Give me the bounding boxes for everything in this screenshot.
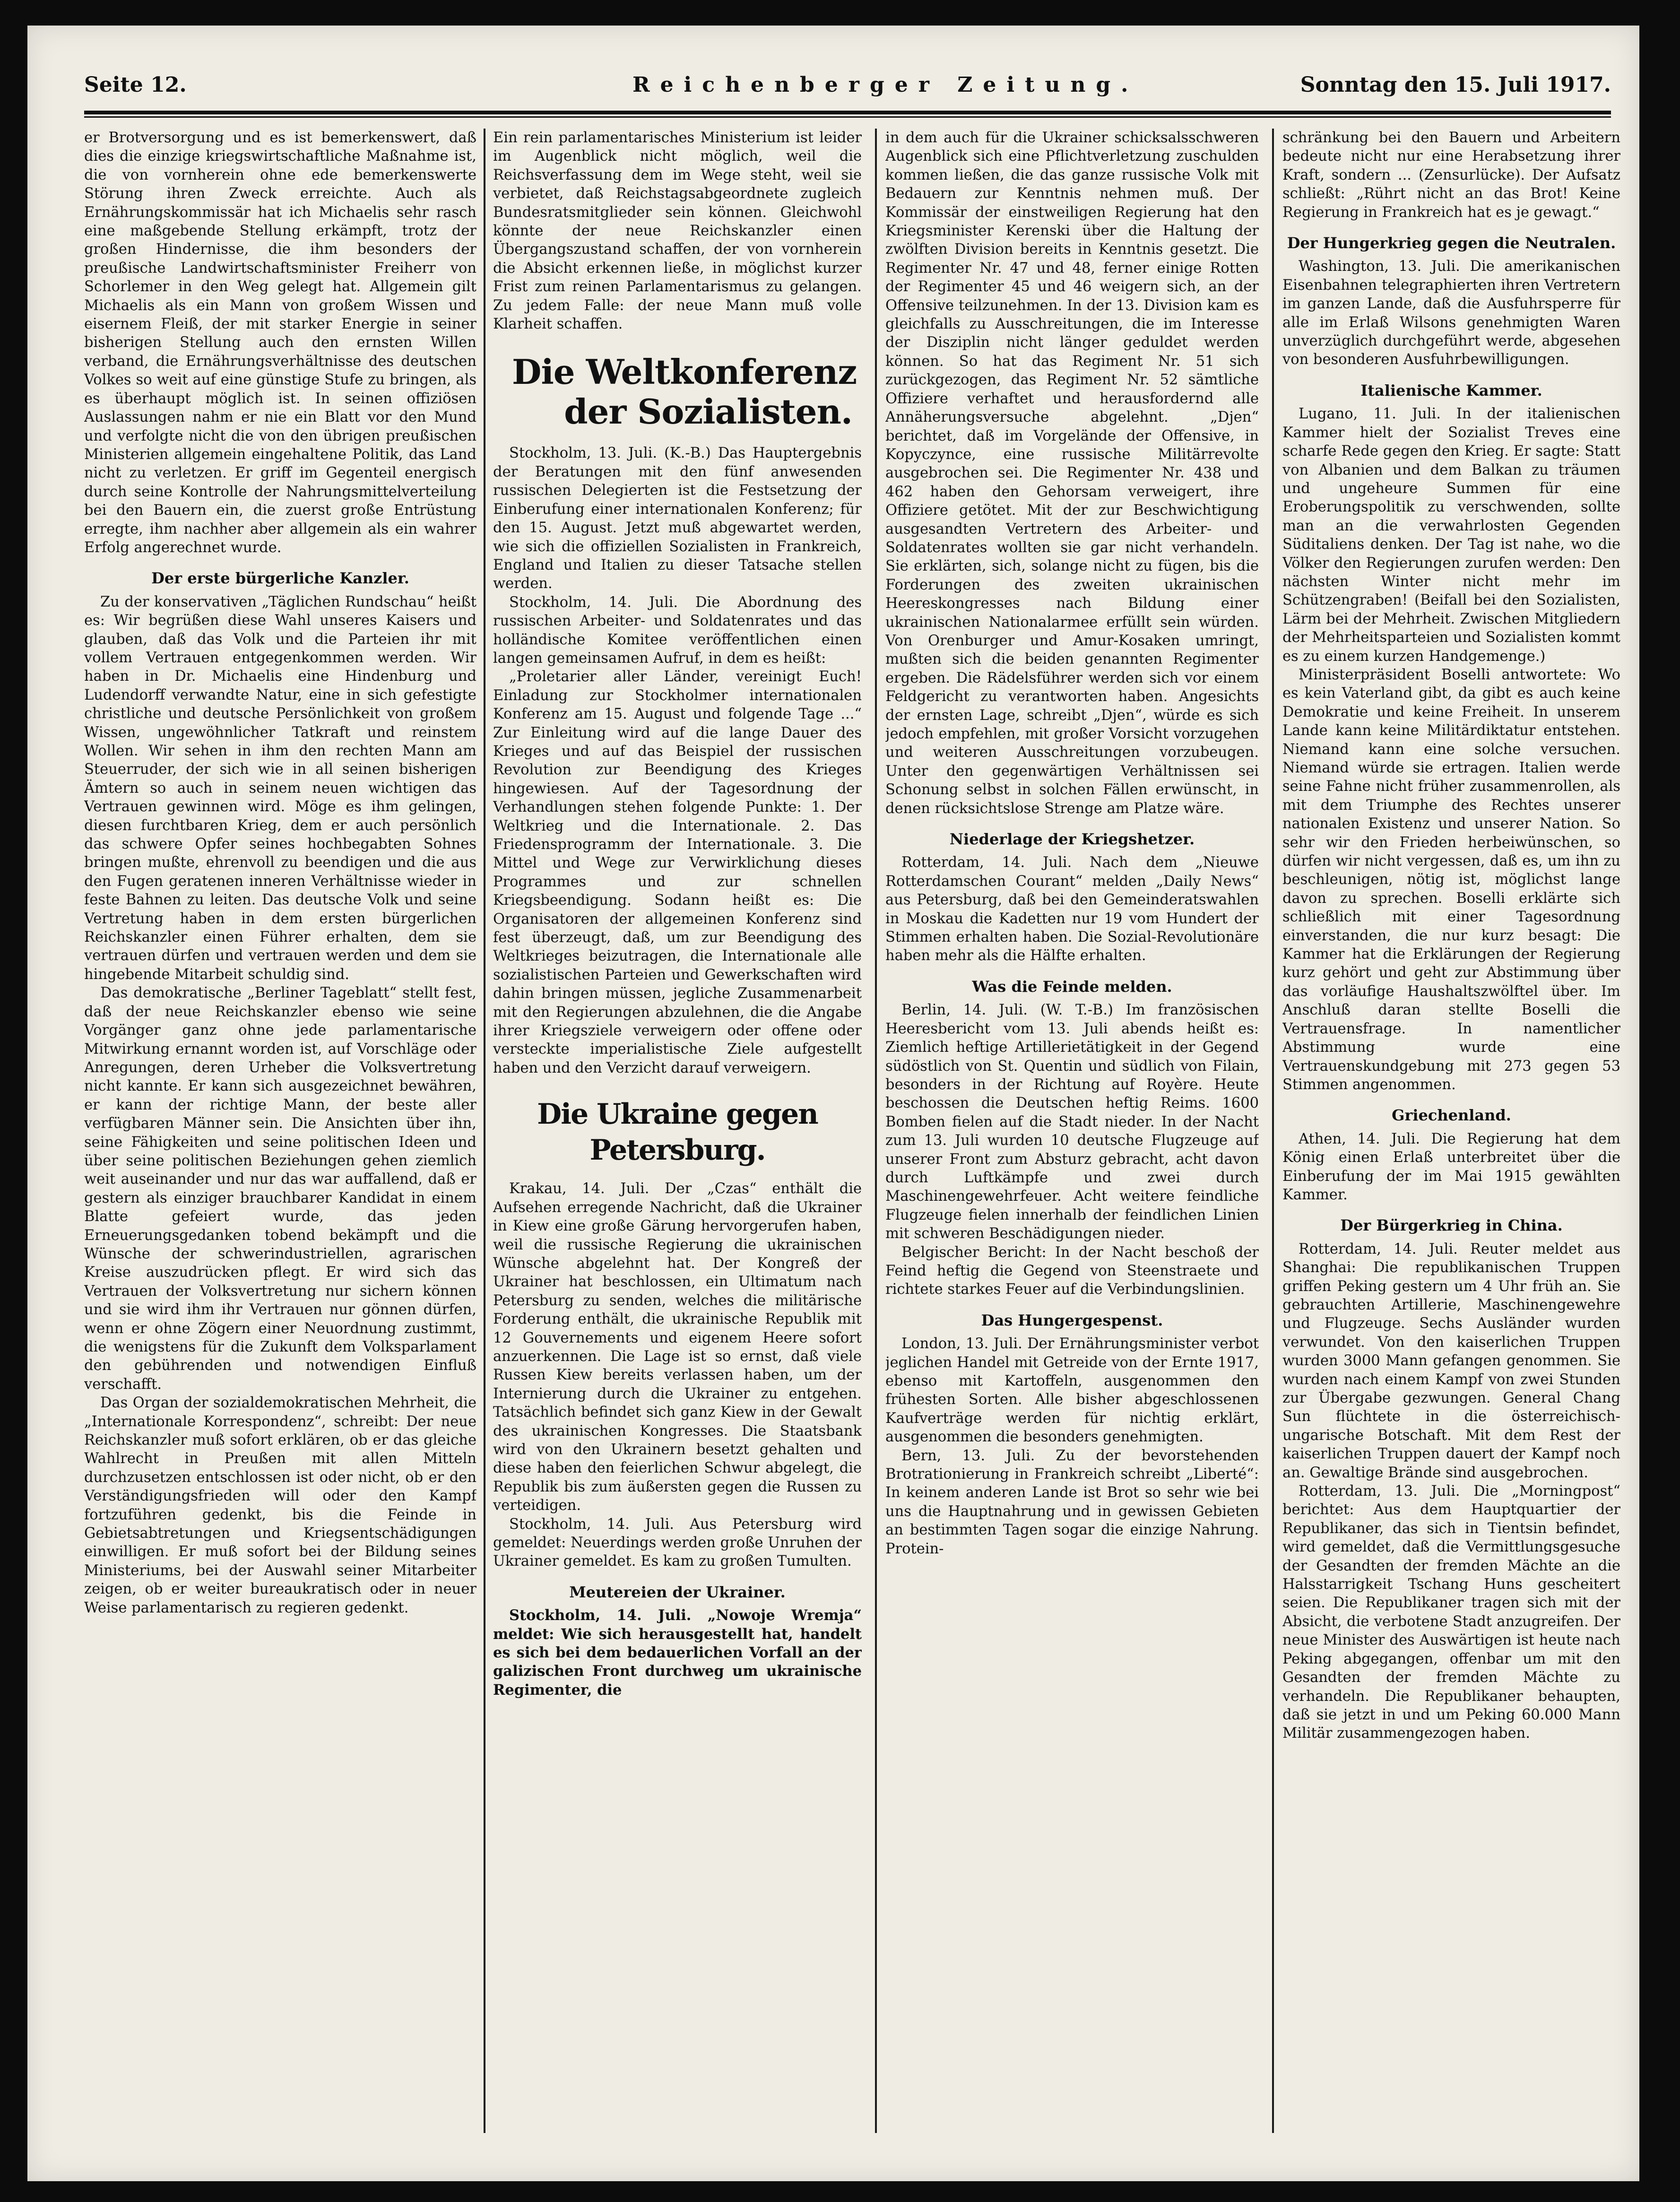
column-4 <box>1282 129 1620 2142</box>
article-paragraph: er Brotversorgung und es ist bemerkenswert, daß dies die einzige kriegswirtschaftliche Maßnahme ist, die von vornherein ohne ede bemerkenswerte Störung ihren Zweck erreichte. Auch als Ernährungskommissär hat ich Michaelis sehr rasch eine maßgebende Stellung erkämpft, trotz der großen Hindernisse, die ihm besonders der preußische Landwirtschaftsminister Freiherr von Schorlemer in den Weg gelegt hat. Allgemein gilt Michaelis als ein Mann von großem Wissen und eisernem Fleiß, der mit starker Energie in seiner bisherigen Stellung auch den ernsten Willen verband, die Ernährungsverhältnisse des deutschen Volkes so weit auf eine günstige Stufe zu bringen, als es überhaupt möglich ist. In seinen offiziösen Auslassungen nahm er nie ein Blatt vor den Mund und verfolgte nicht die von den übrigen preußischen Ministerien allgemein eingehaltene Politik, das Land nicht zu verletzen. Er griff im Gegenteil energisch durch seine Kontrolle der Nahrungsmittelverteilung bei den Bauern ein, die zuerst große Entrüstung erregte, ihm nachher aber allgemein als ein wahrer Erfolg angerechnet wurde. <box>84 130 476 556</box>
newspaper-title: Reichenberger Zeitung. <box>632 73 1139 97</box>
article-paragraph: Das Organ der sozialdemokratischen Mehrheit, die „Internationale Korrespondenz“, schreibt: Der neue Reichskanzler muß sofort erklären, ob er das gleiche Wahlrecht in Preußen mit allen Mitteln durchzusetzen entschlossen ist oder nicht, ob er den Verständigungsfrieden will oder den Kampf fortzuführen gedenkt, bis die Feinde in Gebietsabtretungen und Kriegsentschädigungen einwilligen. Er muß sofort bei der Bildung seines Ministeriums, bei der Auswahl seiner Mitarbeiter zeigen, ob er weiter bureaukratisch oder in neuer Weise parlamentarisch zu regieren gedenkt. <box>84 1395 476 1616</box>
section-heading: Meutereien der Ukrainer. <box>569 1583 786 1601</box>
header-rule <box>84 111 1611 114</box>
article-paragraph: Bern, 13. Juli. Zu der bevorstehenden Brotrationierung in Frankreich schreibt „Liberté“: In keinem anderen Lande ist Brot so sehr wie bei uns die Hauptnahrung und in gewissen Gebieten an bestimmten Tagen sogar die einzige Nahrung. Protein- <box>885 1447 1259 1557</box>
page-number: Seite 12. <box>84 73 187 97</box>
article-paragraph: London, 13. Juli. Der Ernährungsminister verbot jeglichen Handel mit Getreide von der Ernte 1917, ebenso mit Kartoffeln, ausgenommen den frühesten Sorten. Alle bisher abgeschlossenen Kaufverträge werden für nichtig erklärt, ausgenommen die besonders genehmigten. <box>885 1335 1259 1446</box>
headline-ukraine: Die Ukraine gegen Petersburg. <box>537 1098 818 1167</box>
section-heading: Der Hungerkrieg gegen die Neutralen. <box>1287 234 1616 252</box>
section-heading: Italienische Kammer. <box>1360 381 1542 399</box>
article-paragraph: Stockholm, 13. Juli. (K.-B.) Das Hauptergebnis der Beratungen mit den fünf anwesenden russischen Delegierten ist die Festsetzung der Einberufung einer internationalen Konferenz; für den 15. August. Jetzt muß abgewartet werden, wie sich die offiziellen Sozialisten in Frankreich, England und Italien zu dieser Tatsache stellen werden. <box>493 445 862 592</box>
article-paragraph: Stockholm, 14. Juli. „Nowoje Wremja“ meldet: Wie sich herausgestellt hat, handelt es sich bei dem bedauerlichen Vorfall an der galizischen Front durchweg um ukrainische Regimenter, die <box>493 1607 862 1699</box>
column-divider <box>1272 129 1274 2133</box>
section-heading: Das Hungergespenst. <box>981 1311 1163 1329</box>
article-paragraph: Das demokratische „Berliner Tageblatt“ stellt fest, daß der neue Reichskanzler ebenso wie seine Vorgänger ganz ohne jede parlamentarische Mitwirkung ernannt worden ist, auf Vorschläge oder Anregungen, deren Urheber die Volksvertretung nicht kannte. Er kann sich ausgezeichnet bewähren, er kann der richtige Mann, der beste aller verfügbaren Männer sein. Die Ansichten über ihn, seine Fähigkeiten und seine politischen Ideen und über seine politischen Beziehungen gehen ziemlich weit auseinander und nur das war auffallend, daß er gestern als einziger brauchbarer Kandidat in einem Blatte gefeiert wurde, das jeden Erneuerungsgedanken tobend bekämpft und die Wünsche der schwerindustriellen, agrarischen Kreise auszudrücken pflegt. Er wird sich das Vertrauen der Volksvertretung nur sichern können und sie wird ihm ihr Vertrauen nur gönnen dürfen, wenn er ohne Zögern einer Neuordnung zustimmt, die wenigstens für die Zukunft dem Volksparlament den gebührenden und notwendigen Einfluß verschafft. <box>84 985 476 1393</box>
article-paragraph: „Proletarier aller Länder, vereinigt Euch! Einladung zur Stockholmer internationalen Konferenz am 15. August und folgende Tage ...“ Zur Einleitung wird auf die lange Dauer des Krieges und auf das Beispiel der russischen Revolution zur Beendigung des Krieges hingewiesen. Auf der Tagesordnung der Verhandlungen stehen folgende Punkte: 1. Der Weltkrieg und die Internationale. 2. Das Friedensprogramm der Internationale. 3. Die Mittel und Wege zur Verwirklichung dieses Programmes und zur schnellen Kriegsbeendigung. Sodann heißt es: Die Organisatoren der allgemeinen Konferenz sind fest überzeugt, daß, um zur Beendigung des Weltkrieges beizutragen, die Internationale alle sozialistischen Parteien und Gewerkschaften wird dahin bringen müssen, jegliche Zusammenarbeit mit den Regierungen abzulehnen, die die Angabe ihrer Kriegsziele verweigern oder offene oder versteckte imperialistische Ziele aufgestellt haben und den Verzicht darauf verweigern. <box>493 668 862 1076</box>
section-heading: Was die Feinde melden. <box>972 977 1172 996</box>
article-paragraph: Berlin, 14. Juli. (W. T.-B.) Im französischen Heeresbericht vom 13. Juli abends heißt es: Ziemlich heftige Artillerietätigkeit in der Gegend südöstlich von St. Quentin und südlich von Filain, besonders in der Richtung auf Royère. Heute beschossen die Deutschen heftig Reims. 1600 Bomben fielen auf die Stadt nieder. In der Nacht zum 13. Juli wurden 10 deutsche Flugzeuge auf unserer Front zum Absturz gebracht, acht davon durch Luftkämpfe und zwei durch Maschinengewehrfeuer. Acht weitere feindliche Flugzeuge fielen innerhalb der feindlichen Linien mit schweren Beschädigungen nieder. <box>885 1002 1259 1242</box>
article-paragraph: Krakau, 14. Juli. Der „Czas“ enthält die Aufsehen erregende Nachricht, daß die Ukrainer in Kiew eine große Gärung hervorgerufen haben, weil die russische Regierung die ukrainischen Wünsche abgelehnt hat. Der Kongreß der Ukrainer hat beschlossen, ein Ultimatum nach Petersburg zu senden, welches die militärische Forderung enthält, die ukrainische Republik mit 12 Gouvernements und eigenem Heere sofort anzuerkennen. Die Lage ist so ernst, daß viele Russen Kiew bereits verlassen haben, um der Internierung durch die Ukrainer zu entgehen. Tatsächlich befindet sich ganz Kiew in der Gewalt des ukrainischen Kongresses. Die Staatsbank wird von den Ukrainern besetzt gehalten und diese haben den feierlichen Schwur abgelegt, die Republik bis zum äußersten gegen die Russen zu verteidigen. <box>493 1180 862 1514</box>
article-paragraph: Stockholm, 14. Juli. Die Abordnung des russischen Arbeiter- und Soldatenrates und das holländische Komitee veröffentlichen einen langen gemeinsamen Aufruf, in dem es heißt: <box>493 594 862 667</box>
newspaper-page <box>27 26 1639 2181</box>
article-paragraph: Ein rein parlamentarisches Ministerium ist leider im Augenblick nicht möglich, weil die Reichsverfassung dem im Wege steht, weil sie verbietet, daß Reichstagsabgeordnete zugleich Bundesratsmitglieder sein können. Gleichwohl könnte der neue Reichskanzler einen Übergangszustand schaffen, der von vornherein die Absicht erkennen ließe, in möglichst kurzer Frist zum reinen Parlamentarismus zu gelangen. Zu jedem Falle: der neue Mann muß volle Klarheit schaffen. <box>493 130 862 333</box>
page-header <box>84 73 1611 120</box>
article-paragraph: Lugano, 11. Juli. In der italienischen Kammer hielt der Sozialist Treves eine scharfe Rede gegen den Krieg. Er sagte: Statt von Albanien und dem Balkan zu träumen und ungeheure Summen für eine Eroberungspolitik zu verschwenden, sollte man an die verwahrlosten Gegenden Süditaliens denken. Der Tag ist nahe, wo die Völker den Regierungen zurufen werden: Den nächsten Winter nicht mehr im Schützengraben! (Beifall bei den Sozialisten, Lärm bei der Mehrheit. Zwischen Mitgliedern der Mehrheitsparteien und Sozialisten kommt es zu einem kurzen Handgemenge.) <box>1282 406 1620 665</box>
article-paragraph: Rotterdam, 14. Juli. Nach dem „Nieuwe Rotterdamschen Courant“ melden „Daily News“ aus Petersburg, daß bei den Gemeinderatswahlen in Moskau die Kadetten nur 19 vom Hundert der Stimmen erhalten haben. Die Sozial-Revolutionäre haben mehr als die Hälfte erhalten. <box>885 854 1259 964</box>
header-rule-thin <box>84 116 1611 118</box>
column-2 <box>493 129 862 2142</box>
article-paragraph: Stockholm, 14. Juli. Aus Petersburg wird gemeldet: Neuerdings werden große Unruhen der Ukrainer gemeldet. Es kam zu großen Tumulten. <box>493 1516 862 1570</box>
article-paragraph: schränkung bei den Bauern und Arbeitern bedeute nicht nur eine Herabsetzung ihrer Kraft, sondern ... (Zensurlücke). Der Aufsatz schließt: „Rührt nicht an das Brot! Keine Regierung in Frankreich hat es je gewagt.“ <box>1282 130 1620 221</box>
article-paragraph: Rotterdam, 14. Juli. Reuter meldet aus Shanghai: Die republikanischen Truppen griffen Peking gestern um 4 Uhr früh an. Sie gebrauchten Artillerie, Maschinengewehre und Flugzeuge. Sechs Ausländer wurden verwundet. Von den kaiserlichen Truppen wurden 3000 Mann gefangen genommen. Sie wurden nach einem Kampf von zwei Stunden zur Übergabe gezwungen. General Chang Sun flüchtete in die österreichisch-ungarische Botschaft. Mit dem Rest der kaiserlichen Truppen dauert der Kampf noch an. Gewaltige Brände sind ausgebrochen. <box>1282 1240 1620 1481</box>
article-paragraph: Zu der konservativen „Täglichen Rundschau“ heißt es: Wir begrüßen diese Wahl unseres Kaisers und glauben, daß das Volk und die Parteien ihr mit vollem Vertrauen entgegenkommen werden. Wir haben in Dr. Michaelis eine Hindenburg und Ludendorff verwandte Natur, eine in sich gefestigte christliche und deutsche Persönlichkeit von großem Wissen, ungewöhnlicher Tatkraft und reinstem Wollen. Wir sehen in ihm den rechten Mann am Steuerruder, der sich wie in all seinen bisherigen Ämtern so auch in seinem neuen wichtigen das Vertrauen gewinnen wird. Möge es ihm gelingen, diesen furchtbaren Krieg, dem er auch persönlich das schwere Opfer seines hochbegabten Sohnes bringen mußte, ehrenvoll zu beendigen und die aus den Fugen geratenen inneren Verhältnisse wieder in feste Bahnen zu leiten. Das deutsche Volk und seine Vertretung haben in dem ersten bürgerlichen Reichskanzler einen Führer erhalten, dem sie vertrauen dürfen und vertrauen werden und dem sie hingebende Mitarbeit schuldig sind. <box>84 593 476 983</box>
headline-weltkonferenz <box>493 352 862 432</box>
article-paragraph: Washington, 13. Juli. Die amerikanischen Eisenbahnen telegraphierten ihren Vertretern im ganzen Lande, daß die Ausfuhrsperre für alle im Erlaß Wilsons genehmigten Waren unverzüglich durchgeführt werde, abgesehen von besonderen Ausfuhrbewilligungen. <box>1282 258 1620 368</box>
article-paragraph: Belgischer Bericht: In der Nacht beschoß der Feind heftig die Gegend von Steenstraete und richtete starkes Feuer auf die Verbindungslinien. <box>885 1244 1259 1298</box>
article-paragraph: in dem auch für die Ukrainer schicksalsschweren Augenblick sich eine Pflichtverletzung zuschulden kommen ließen, die das ganze russische Volk mit Bedauern zur Kenntnis nehmen muß. Der Kommissär der einstweiligen Regierung hat den Kriegsminister Kerenski über die Haltung der zwölften Division bereits in Kenntnis gesetzt. Die Regimenter Nr. 47 und 48, ferner einige Rotten der Regimenter 45 und 46 weigern sich, an der Offensive teilzunehmen. In der 13. Division kam es gleichfalls zu Ausschreitungen, die im Interesse der Disziplin nicht länger geduldet werden können. So hat das Regiment Nr. 51 sich zurückgezogen, das Regiment Nr. 52 sämtliche Offiziere verhaftet und herausfordernd alle Annäherungsversuche abgelehnt. „Djen“ berichtet, daß im Vorgelände der Offensive, in Kopyczynce, eine russische Militärrevolte ausgebrochen sei. Die Regimenter Nr. 438 und 462 haben den Gehorsam verweigert, ihre Offiziere getötet. Mit der zur Beschwichtigung ausgesandten Vertretern des Arbeiter- und Soldatenrates wollten sie gar nicht verhandeln. Sie erklärten, sich, solange nicht zu fügen, bis die Forderungen des zweiten ukrainischen Heereskongresses nach Bildung einer ukrainischen Nationalarmee erfüllt sein würden. Von Orenburger und Amur-Kosaken umringt, mußten sich die beiden genannten Regimenter ergeben. Die Rädelsführer werden sich vor einem Feldgericht zu verantworten haben. Angesichts der ernsten Lage, schreibt „Djen“, würde es sich jedoch empfehlen, mit großer Vorsicht vorzugehen und weiteren Ausschreitungen vorzubeugen. Unter den gegenwärtigen Verhältnissen sei Schonung selbst in solchen Fällen erwünscht, in denen rücksichtslose Strenge am Platze wäre. <box>885 130 1259 817</box>
column-divider <box>484 129 485 2133</box>
article-paragraph: Rotterdam, 13. Juli. Die „Morningpost“ berichtet: Aus dem Hauptquartier der Republikaner, das sich in Tientsin befindet, wird gemeldet, daß die Vermittlungsgesuche der Gesandten der fremden Mächte an die Halsstarrigkeit Tschang Huns gescheitert seien. Die Republikaner tragen sich mit der Absicht, die verbotene Stadt anzugreifen. Der neue Minister des Auswärtigen ist heute nach Peking abgegangen, offenbar um mit den Gesandten der fremden Mächte zu verhandeln. Die Republikaner behaupten, daß sie jetzt in und um Peking 60.000 Mann Militär zusammengezogen haben. <box>1282 1483 1620 1742</box>
section-heading: Der erste bürgerliche Kanzler. <box>151 569 409 588</box>
article-paragraph: Athen, 14. Juli. Die Regierung hat dem König einen Erlaß unterbreitet über die Einberufung der im Mai 1915 gewählten Kammer. <box>1282 1130 1620 1203</box>
section-heading: Griechenland. <box>1392 1106 1511 1125</box>
column-3 <box>885 129 1259 2142</box>
section-heading: Der Bürgerkrieg in China. <box>1340 1216 1563 1235</box>
column-1 <box>84 129 476 2142</box>
issue-date: Sonntag den 15. Juli 1917. <box>1300 73 1611 97</box>
section-heading: Niederlage der Kriegshetzer. <box>949 830 1195 849</box>
article-paragraph: Ministerpräsident Boselli antwortete: Wo es kein Vaterland gibt, da gibt es auch keine Demokratie und keine Freiheit. In unserem Lande kann keine Militärdiktatur entstehen. Niemand kann eine solche versuchen. Niemand würde sie ertragen. Italien werde seine Fahne nicht früher zusammenrollen, als mit dem Triumphe des Rechtes unserer nationalen Existenz und unserer Nation. So sehr wir den Frieden herbeiwünschen, so dürfen wir nicht vergessen, daß es, um ihn zu beschleunigen, nötig ist, möglichst lange davon zu sprechen. Boselli erklärte sich schließlich mit einer Tagesordnung einverstanden, die nur kurz besagt: Die Kammer hat die Erklärungen der Regierung kurz gehört und geht zur Abstimmung über das vorläufige Haushaltszwölftel über. Im Anschluß daran stellte Boselli die Vertrauensfrage. In namentlicher Abstimmung wurde eine Vertrauenskundgebung mit 273 gegen 53 Stimmen angenommen. <box>1282 666 1620 1093</box>
headline-line-1: Die Weltkonferenz <box>512 352 857 392</box>
column-divider <box>875 129 877 2133</box>
headline-line-2: der Sozialisten. <box>564 391 852 432</box>
